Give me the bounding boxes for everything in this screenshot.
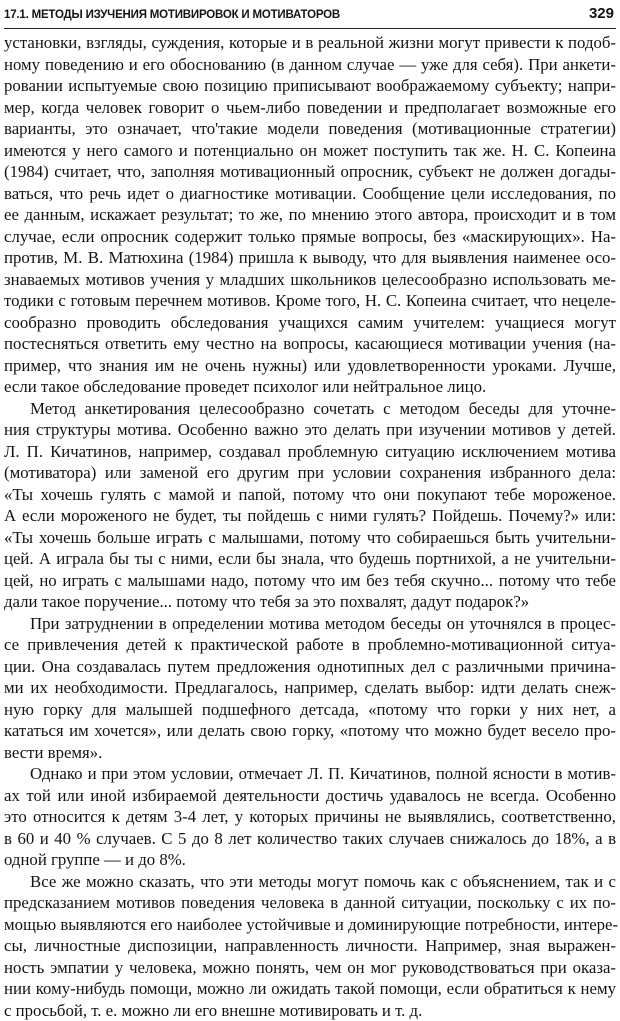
text-line: При затруднении в определении мотива методом беседы он уточнялся в процес-: [4, 613, 616, 635]
text-line: ваться, что речь идет о диагностике мотивации. Сообщение цели исследования, по: [4, 183, 616, 205]
text-line: варианты, это означает, что'такие модели поведения (мотивационные стратегии): [4, 118, 616, 140]
text-line: се привлечения детей к практической работе в проблемно-мотивационной ситуа-: [4, 634, 616, 656]
text-line: ность эмпатии у человека, можно понять, чем он мог руководствоваться при оказа-: [4, 957, 616, 979]
text-line: (мотиватора) или заменой его другим при условии сохранения избранного дела:: [4, 462, 616, 484]
text-line: ми их необходимости. Предлагалось, например, сделать выбор: идти делать снеж-: [4, 677, 616, 699]
text-line: тодики с готовым перечнем мотивов. Кроме того, Н. С. Копеина считает, что нецеле-: [4, 290, 616, 312]
paragraph: [4, 398, 616, 613]
paragraph: [4, 763, 616, 871]
text-line: если такое обследование проведет психолог или нейтральное лицо.: [4, 376, 616, 398]
text-line: пример, что знания им не очень нужны) или удовлетворенности уроками. Лучше,: [4, 355, 616, 377]
page-header: [4, 5, 616, 27]
text-line: «Ты хочешь гулять с мамой и папой, потому что они покупают тебе мороженое.: [4, 484, 616, 506]
text-line: нии кому-нибудь помощи, можно ли ожидать такой помощи, если обратиться к нему: [4, 978, 616, 1000]
text-line: постесняться ответить ему честно на вопросы, касающиеся мотивации учения (на-: [4, 333, 616, 355]
text-line: с просьбой, т. е. можно ли его внешне мотивировать и т. д.: [4, 1000, 616, 1021]
text-line: сообразно проводить обследования учащихся самим учителем: учащиеся могут: [4, 312, 616, 334]
text-line: Л. П. Кичатинов, например, создавал проблемную ситуацию исключением мотива: [4, 441, 616, 463]
text-line: ную горку для малышей подшефного детсада, «потому что горки у них нет, а: [4, 699, 616, 721]
text-line: сы, личностные диспозиции, направленность личности. Например, зная выражен-: [4, 935, 616, 957]
text-line: Метод анкетирования целесообразно сочетать с методом беседы для уточне-: [4, 398, 616, 420]
text-line: «Ты хочешь больше играть с малышами, потому что собираешься быть учительни-: [4, 527, 616, 549]
running-head-title: 17.1. МЕТОДЫ ИЗУЧЕНИЯ МОТИВИРОВОК И МОТИВАТОРОВ: [4, 9, 340, 21]
text-line: кататься им хочется», или делать свою горку, «потому что можно будет весело про-: [4, 720, 616, 742]
paragraph: [4, 32, 616, 398]
text-line: Однако и при этом условии, отмечает Л. П. Кичатинов, полной ясности в мотив-: [4, 763, 616, 785]
text-line: это относится к детям 3-4 лет, у которых причины не выявлялись, соответственно,: [4, 806, 616, 828]
text-line: случае, если опросник содержит только прямые вопросы, без «маскирующих». На-: [4, 226, 616, 248]
text-line: ции. Она создавалась путем предложения однотипных дел с различными причина-: [4, 656, 616, 678]
text-line: ния структуры мотива. Особенно важно это делать при изучении мотивов у детей.: [4, 419, 616, 441]
header-rule: [4, 28, 616, 29]
text-line: одной группе — и до 8%.: [4, 849, 616, 871]
text-line: против, М. В. Матюхина (1984) пришла к выводу, что для выявления наименее осо-: [4, 247, 616, 269]
paragraph: [4, 613, 616, 764]
text-line: ах той или иной избираемой деятельности достичь удавалось не всегда. Особенно: [4, 785, 616, 807]
text-line: цей, но играть с малышами надо, потому что им без тебя скучно... потому что тебе: [4, 570, 616, 592]
page-number: 329: [589, 5, 614, 22]
text-line: Все же можно сказать, что эти методы могут помочь как с объяснением, так и с: [4, 871, 616, 893]
text-line: ровании испытуемые свою позицию приписывают воображаемому субъекту; напри-: [4, 75, 616, 97]
text-line: А если мороженого не будет, ты пойдешь с ними гулять? Пойдешь. Почему?» или:: [4, 505, 616, 527]
text-line: цей. А играла бы ты с ними, если бы знала, что будешь портнихой, а не учительни-: [4, 548, 616, 570]
text-line: установки, взгляды, суждения, которые и в реальной жизни могут привести к подоб-: [4, 32, 616, 54]
text-line: знаваемых мотивов учения у младших школьников целесообразно использовать ме-: [4, 269, 616, 291]
text-line: ному поведению и его обоснованию (в данном случае — уже для себя). При анкети-: [4, 54, 616, 76]
text-line: дали такое поручение... потому что тебя за это похвалят, дадут подарок?»: [4, 591, 616, 613]
text-line: вести время».: [4, 742, 616, 764]
body-text: [4, 32, 616, 1021]
text-line: (1984) считает, что, заполняя мотивационный опросник, субъект не должен догады-: [4, 161, 616, 183]
paragraph: [4, 871, 616, 1021]
text-line: ее данным, искажает результат; то же, по мнению этого автора, происходит и в том: [4, 204, 616, 226]
text-line: мер, когда человек говорит о чьем-либо поведении и предполагает возможные его: [4, 97, 616, 119]
text-line: предсказанием мотивов поведения человека в данной ситуации, поскольку с их по-: [4, 892, 616, 914]
text-line: имеются у него самого и потенциально он может поступить так же. Н. С. Копеина: [4, 140, 616, 162]
text-line: мощью выявляются его наиболее устойчивые и доминирующие потребности, интере-: [4, 914, 616, 936]
text-line: в 60 и 40 % случаев. С 5 до 8 лет количество таких случаев снижалось до 18%, а в: [4, 828, 616, 850]
